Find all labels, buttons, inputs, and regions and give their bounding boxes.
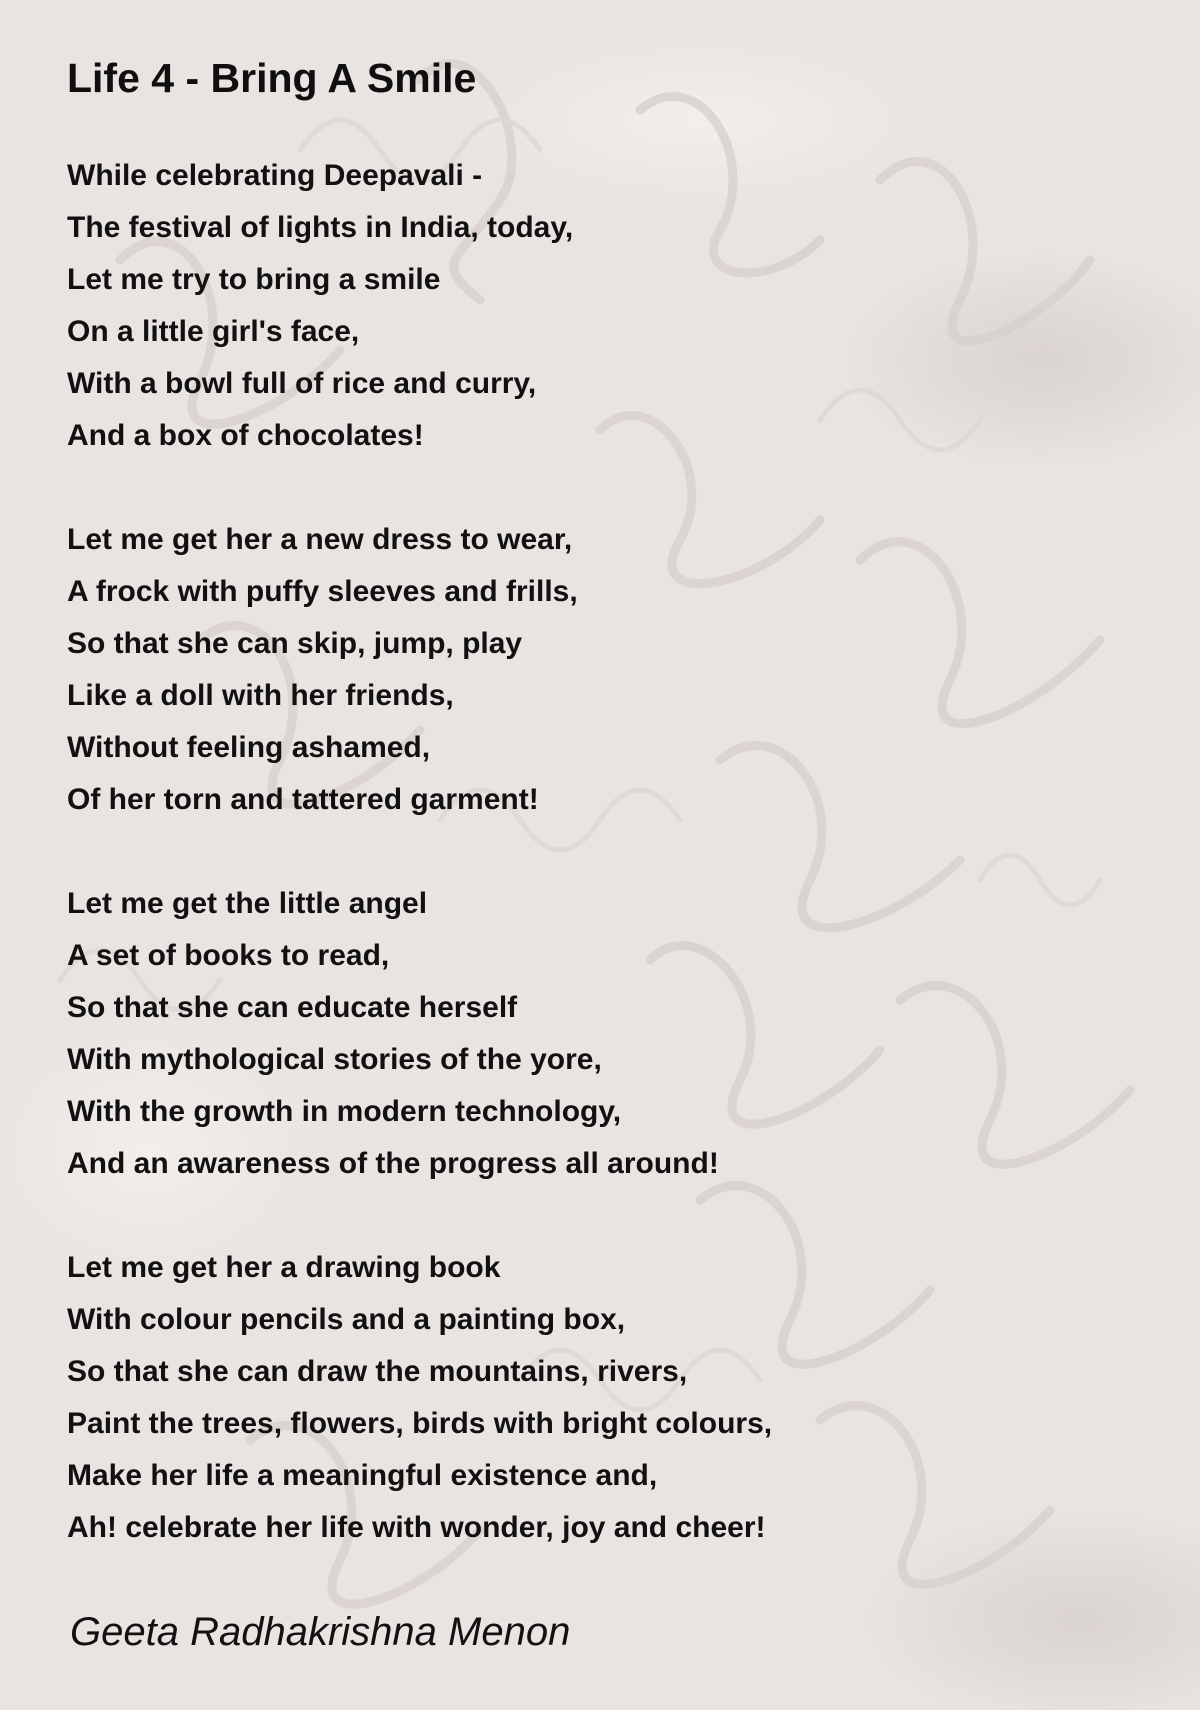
poem-line: Of her torn and tattered garment!	[67, 783, 539, 816]
poem-line: Let me get the little angel	[67, 887, 428, 920]
poem-line: A frock with puffy sleeves and frills,	[67, 575, 578, 608]
stanza-2	[67, 514, 1067, 826]
poem-line: And an awareness of the progress all around!	[67, 1147, 719, 1180]
poem-title: Life 4 - Bring A Smile	[67, 55, 477, 101]
stanza-4	[67, 1242, 1067, 1554]
poem-line: A set of books to read,	[67, 939, 390, 972]
poem-line: Like a doll with her friends,	[67, 679, 454, 712]
poem-line: On a little girl's face,	[67, 315, 360, 348]
poem-line: Make her life a meaningful existence and,	[67, 1459, 658, 1492]
poem-line: The festival of lights in India, today,	[67, 211, 574, 244]
poem-line: While celebrating Deepavali -	[67, 159, 483, 192]
poem-line: With the growth in modern technology,	[67, 1095, 622, 1128]
stanza-3	[67, 878, 1067, 1190]
poem-line: With colour pencils and a painting box,	[67, 1303, 626, 1336]
poem-line: Ah! celebrate her life with wonder, joy and cheer!	[67, 1511, 766, 1544]
poem-line: Paint the trees, flowers, birds with bright colours,	[67, 1407, 773, 1440]
poem-line: Let me get her a new dress to wear,	[67, 523, 573, 556]
poem-line: Without feeling ashamed,	[67, 731, 431, 764]
poem-author: Geeta Radhakrishna Menon	[70, 1610, 571, 1654]
poem-line: So that she can skip, jump, play	[67, 627, 523, 660]
poem-line: With mythological stories of the yore,	[67, 1043, 602, 1076]
poem-line: With a bowl full of rice and curry,	[67, 367, 537, 400]
stanza-1	[67, 150, 1067, 462]
poem-line: Let me try to bring a smile	[67, 263, 441, 296]
poem-line: So that she can educate herself	[67, 991, 518, 1024]
poem-line: So that she can draw the mountains, rivers,	[67, 1355, 688, 1388]
poem-line: And a box of chocolates!	[67, 419, 424, 452]
poem-line: Let me get her a drawing book	[67, 1251, 501, 1284]
